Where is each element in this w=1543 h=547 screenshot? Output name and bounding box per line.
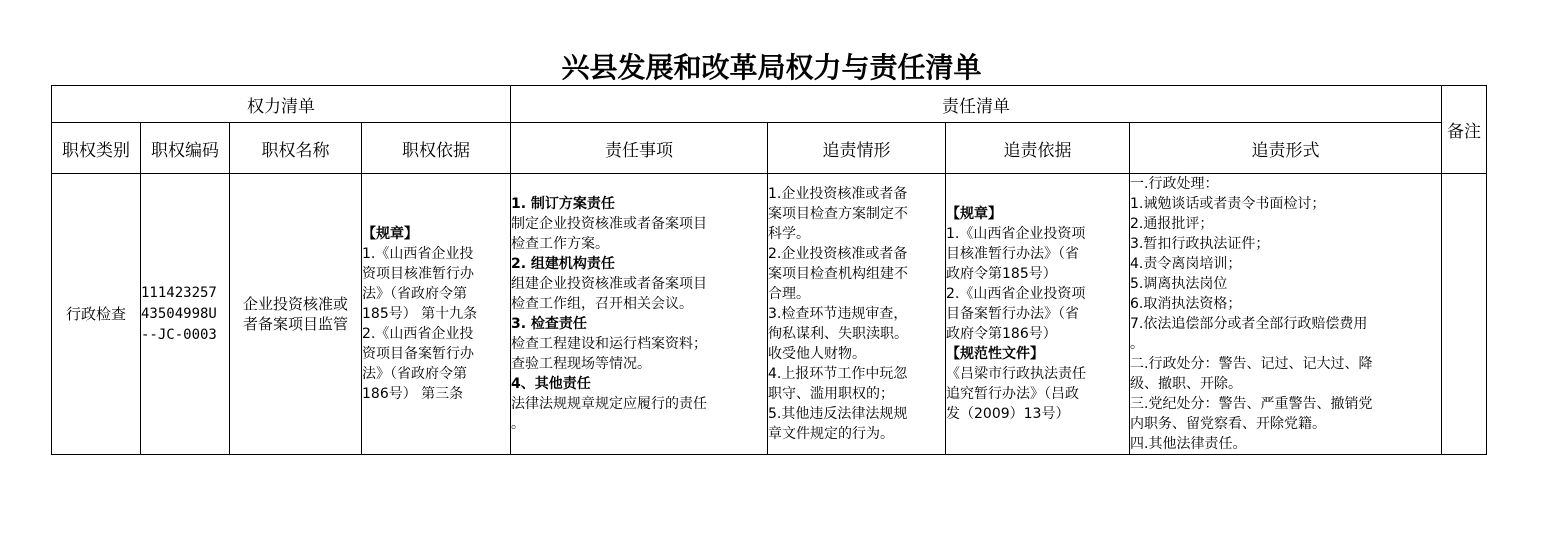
column-header-category: 职权类别 bbox=[52, 123, 141, 174]
column-header-code: 职权编码 bbox=[141, 123, 230, 174]
circumstance-line: 案项目检查机构组建不 bbox=[768, 266, 908, 282]
duty-line: 查验工程现场等情况。 bbox=[511, 356, 651, 372]
accountability-basis-line: 【规章】 bbox=[946, 206, 1002, 222]
basis-line: 186号） 第三条 bbox=[362, 386, 464, 402]
circumstance-line: 4.上报环节工作中玩忽 bbox=[768, 366, 908, 382]
basis-line: 185号） 第十九条 bbox=[362, 306, 478, 322]
accountability-form-line: 4.责令离岗培训； bbox=[1130, 256, 1242, 272]
basis-list bbox=[362, 224, 510, 404]
cell-code bbox=[141, 174, 230, 455]
basis-line: 2.《山西省企业投 bbox=[362, 326, 474, 342]
accountability-basis-line: 《吕梁市行政执法责任 bbox=[946, 366, 1086, 382]
accountability-basis-line: 政府令第186号） bbox=[946, 326, 1057, 342]
duty-line: 检查工作组，召开相关会议。 bbox=[511, 296, 693, 312]
column-header-basis: 职权依据 bbox=[362, 123, 511, 174]
basis-line: 法》（省政府令第 bbox=[362, 366, 467, 382]
accountability-basis-line: 追究暂行办法》（吕政 bbox=[946, 386, 1079, 402]
circumstance-line: 科学。 bbox=[768, 226, 810, 242]
accountability-form-line: 二.行政处分：警告、记过、记大过、降 bbox=[1130, 356, 1373, 372]
column-header-accountability-forms: 追责形式 bbox=[1130, 123, 1442, 174]
column-header-circumstances: 追责情形 bbox=[768, 123, 946, 174]
duty-line: 1. 制订方案责任 bbox=[511, 196, 615, 212]
name-line: 企业投资核准或 bbox=[242, 295, 348, 313]
circumstance-line: 章文件规定的行为。 bbox=[768, 426, 894, 442]
basis-line: 1.《山西省企业投 bbox=[362, 246, 474, 262]
circumstance-line: 合理。 bbox=[768, 286, 810, 302]
cell-duties bbox=[511, 174, 768, 455]
basis-line: 资项目核准暂行办 bbox=[362, 266, 474, 282]
power-list-group-header: 权力清单 bbox=[52, 86, 511, 123]
basis-line: 资项目备案暂行办 bbox=[362, 346, 474, 362]
table-row bbox=[52, 174, 1487, 455]
accountability-form-line: 2.通报批评； bbox=[1130, 216, 1214, 232]
duty-line: 制定企业投资核准或者备案项目 bbox=[511, 216, 707, 232]
circumstance-line: 3.检查环节违规审查， bbox=[768, 306, 908, 322]
accountability-basis-line: 1.《山西省企业投资项 bbox=[946, 226, 1086, 242]
duty-line: 。 bbox=[511, 416, 525, 432]
accountability-form-line: 。 bbox=[1130, 336, 1144, 352]
duty-line: 组建企业投资核准或者备案项目 bbox=[511, 276, 707, 292]
circumstance-line: 5.其他违反法律法规规 bbox=[768, 406, 908, 422]
remark-header: 备注 bbox=[1442, 86, 1487, 174]
accountability-basis-line: 政府令第185号） bbox=[946, 266, 1057, 282]
accountability-form-line: 6.取消执法资格； bbox=[1130, 296, 1242, 312]
accountability-form-line: 四.其他法律责任。 bbox=[1130, 436, 1247, 452]
duty-line: 4、其他责任 bbox=[511, 376, 591, 392]
accountability-form-line: 三.党纪处分：警告、严重警告、撤销党 bbox=[1130, 396, 1373, 412]
accountability-form-line: 7.依法追偿部分或者全部行政赔偿费用 bbox=[1130, 316, 1368, 332]
code-line: --JC-0003 bbox=[141, 326, 217, 343]
cell-circumstances bbox=[768, 174, 946, 455]
cell-remark bbox=[1442, 174, 1487, 455]
circumstance-line: 收受他人财物。 bbox=[768, 346, 866, 362]
page-title: 兴县发展和改革局权力与责任清单 bbox=[561, 51, 982, 84]
circumstance-line: 职守、滥用职权的； bbox=[768, 386, 894, 402]
code-line: 111423257 bbox=[141, 284, 217, 301]
duty-line: 检查工程建设和运行档案资料； bbox=[511, 336, 707, 352]
accountability-form-line: 级、撤职、开除。 bbox=[1130, 376, 1242, 392]
duty-line: 检查工作方案。 bbox=[511, 236, 609, 252]
circumstance-line: 1.企业投资核准或者备 bbox=[768, 186, 908, 202]
code-line: 43504998U bbox=[141, 305, 217, 322]
accountability-basis-line: 目核准暂行办法》（省 bbox=[946, 246, 1079, 262]
accountability-form-line: 一.行政处理： bbox=[1130, 176, 1219, 192]
circumstance-line: 案项目检查方案制定不 bbox=[768, 206, 908, 222]
power-responsibility-table bbox=[51, 85, 1487, 455]
accountability-forms-list bbox=[1130, 174, 1441, 454]
duties-list bbox=[511, 194, 767, 434]
circumstance-line: 徇私谋利、失职渎职。 bbox=[768, 326, 908, 342]
duty-line: 法律法规规章规定应履行的责任 bbox=[511, 396, 707, 412]
circumstances-list bbox=[768, 184, 945, 444]
column-header-accountability-basis: 追责依据 bbox=[946, 123, 1130, 174]
name-line: 者备案项目监管 bbox=[242, 315, 348, 333]
cell-category: 行政检查 bbox=[52, 174, 141, 455]
accountability-basis-line: 【规范性文件】 bbox=[946, 346, 1044, 362]
basis-line: 法》（省政府令第 bbox=[362, 286, 467, 302]
basis-line: 【规章】 bbox=[362, 226, 418, 242]
cell-accountability-forms bbox=[1130, 174, 1442, 455]
accountability-form-line: 3.暂扣行政执法证件； bbox=[1130, 236, 1270, 252]
column-header-name: 职权名称 bbox=[230, 123, 362, 174]
column-header-duties: 责任事项 bbox=[511, 123, 768, 174]
duty-line: 2. 组建机构责任 bbox=[511, 256, 615, 272]
cell-accountability-basis bbox=[946, 174, 1130, 455]
cell-basis bbox=[362, 174, 511, 455]
accountability-basis-line: 2.《山西省企业投资项 bbox=[946, 286, 1086, 302]
accountability-basis-line: 发（2009）13号） bbox=[946, 406, 1070, 422]
duty-line: 3. 检查责任 bbox=[511, 316, 587, 332]
accountability-form-line: 5.调离执法岗位 bbox=[1130, 276, 1228, 292]
accountability-basis-list bbox=[946, 204, 1129, 424]
accountability-basis-line: 目备案暂行办法》（省 bbox=[946, 306, 1079, 322]
accountability-form-line: 1.诫勉谈话或者责令书面检讨； bbox=[1130, 196, 1326, 212]
cell-name bbox=[230, 174, 362, 455]
accountability-form-line: 内职务、留党察看、开除党籍。 bbox=[1130, 416, 1326, 432]
circumstance-line: 2.企业投资核准或者备 bbox=[768, 246, 908, 262]
responsibility-list-group-header: 责任清单 bbox=[511, 86, 1442, 123]
